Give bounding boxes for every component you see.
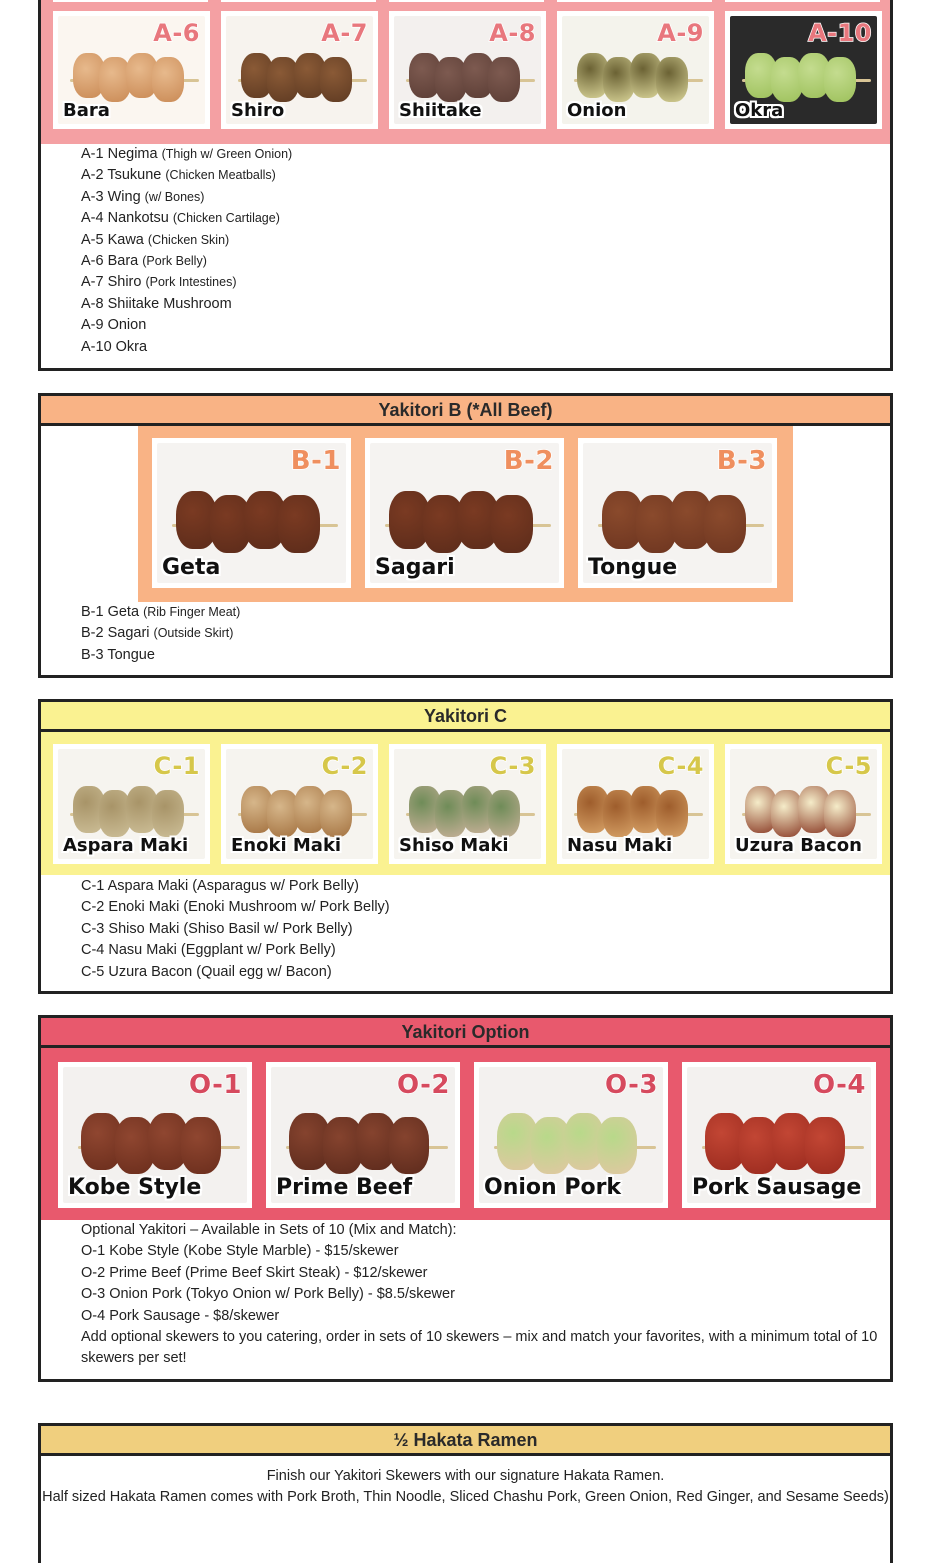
skewer-piece (597, 1117, 637, 1174)
item-code: A-8 (489, 19, 536, 47)
list-item (81, 165, 292, 186)
list-item: Optional Yakitori – Available in Sets of 10 (Mix and Match): (81, 1222, 457, 1238)
yakitori-a-list (81, 144, 292, 358)
ramen-title: ½ Hakata Ramen (41, 1426, 890, 1456)
menu-card-c-4 (557, 744, 714, 864)
list-item (81, 294, 292, 315)
skewer-piece (824, 57, 856, 102)
list-item: O-1 Kobe Style (Kobe Style Marble) - $15/skewer (81, 1243, 399, 1260)
list-item-label: A-2 Tsukune (81, 167, 162, 184)
item-code: A-7 (321, 19, 368, 47)
item-name: Enoki Maki (231, 835, 342, 856)
list-item (81, 272, 292, 293)
skewer-piece (278, 495, 320, 554)
item-name: Shiso Maki (399, 835, 509, 856)
list-item-label: A-10 Okra (81, 338, 148, 355)
list-item-note: (Outside Skirt) (153, 626, 234, 641)
item-code: C-1 (153, 752, 200, 780)
item-name: Geta (162, 555, 221, 580)
list-item: Add optional skewers to you catering, order in sets of 10 skewers – mix and match your favorites, with a minimum total of 10 skewers per set! (81, 1329, 878, 1367)
pork-belly-skewer-icon (58, 16, 205, 124)
item-code: A-10 (808, 19, 872, 47)
list-item: C-1 Aspara Maki (Asparagus w/ Pork Belly) (81, 878, 360, 894)
list-item-note: (Pork Belly) (142, 254, 207, 269)
item-code: A-6 (153, 19, 200, 47)
ramen-line-2: Half sized Hakata Ramen comes with Pork Broth, Thin Noodle, Sliced Chashu Pork, Green Onion, Red Ginger, and Sesame Seeds) (42, 1489, 889, 1506)
item-name: Pork Sausage (692, 1175, 862, 1200)
menu-card-c-2 (221, 744, 378, 864)
list-item (81, 187, 292, 208)
list-item: O-4 Pork Sausage - $8/skewer (81, 1307, 280, 1324)
shiso-roll-skewer-icon (394, 749, 541, 859)
menu-card-o-1 (58, 1062, 252, 1208)
eggplant-roll-skewer-icon (562, 749, 709, 859)
item-name: Uzura Bacon (735, 835, 862, 856)
prime-beef-skewer-icon (271, 1067, 455, 1203)
item-name: Tongue (588, 555, 678, 580)
menu-card-c-5 (725, 744, 882, 864)
menu-card-o-2 (266, 1062, 460, 1208)
menu-card-a-7 (221, 11, 378, 129)
item-code: O-4 (813, 1070, 866, 1100)
skewer-piece (152, 57, 184, 102)
list-item (81, 315, 292, 336)
item-code: B-2 (503, 446, 554, 476)
menu-card-c-1 (53, 744, 210, 864)
skewer-piece (805, 1117, 845, 1174)
shiitake-skewer-icon (394, 16, 541, 124)
list-item: C-2 Enoki Maki (Enoki Mushroom w/ Pork Belly) (81, 899, 390, 916)
list-item-label: A-4 Nankotsu (81, 210, 169, 227)
onion-pork-skewer-icon (479, 1067, 663, 1203)
list-item (81, 623, 240, 644)
ramen-description (41, 1466, 890, 1509)
list-item-note: (Chicken Meatballs) (165, 168, 276, 183)
menu-card-b-1 (152, 438, 351, 588)
skewer-piece (320, 790, 352, 836)
item-code: O-1 (189, 1070, 242, 1100)
list-item-label: B-1 Geta (81, 604, 140, 620)
item-code: C-2 (321, 752, 368, 780)
list-item-label: A-7 Shiro (81, 274, 142, 291)
list-item (81, 337, 292, 358)
skewer-piece (656, 57, 688, 102)
list-item (81, 144, 292, 165)
list-item-label: B-2 Sagari (81, 625, 150, 642)
item-name: Prime Beef (276, 1175, 413, 1200)
list-item-label: A-3 Wing (81, 188, 141, 205)
quail-egg-bacon-skewer-icon (730, 749, 877, 859)
menu-card-c-3 (389, 744, 546, 864)
list-item: C-5 Uzura Bacon (Quail egg w/ Bacon) (81, 963, 332, 980)
beef-skewer-icon (370, 443, 559, 583)
item-name: Nasu Maki (567, 835, 673, 856)
item-name: Sagari (375, 555, 455, 580)
list-item-note: (Chicken Cartilage) (172, 211, 280, 226)
yakitori-option-title: Yakitori Option (41, 1018, 890, 1048)
item-name: Aspara Maki (63, 835, 189, 856)
list-item-label: A-9 Onion (81, 317, 147, 334)
item-code: O-3 (605, 1070, 658, 1100)
menu-card-o-3 (474, 1062, 668, 1208)
list-item-note: (Chicken Skin) (147, 232, 230, 247)
list-item: C-4 Nasu Maki (Eggplant w/ Pork Belly) (81, 942, 336, 959)
item-name: Kobe Style (68, 1175, 202, 1200)
skewer-piece (704, 495, 746, 554)
yakitori-a-section (38, 0, 893, 371)
sausage-skewer-icon (687, 1067, 871, 1203)
menu-card-b-2 (365, 438, 564, 588)
skewer-piece (389, 1117, 429, 1174)
menu-card-a-8 (389, 11, 546, 129)
skewer-piece (320, 57, 352, 102)
item-code: B-1 (290, 446, 341, 476)
item-code: C-3 (489, 752, 536, 780)
kobe-beef-skewer-icon (63, 1067, 247, 1203)
list-item (81, 230, 292, 251)
skewer-piece (491, 495, 533, 554)
enoki-roll-skewer-icon (226, 749, 373, 859)
list-item-label: A-6 Bara (81, 253, 139, 270)
yakitori-b-section (38, 393, 893, 678)
menu-card-b-3 (578, 438, 777, 588)
yakitori-option-section (38, 1015, 893, 1382)
item-code: B-3 (716, 446, 767, 476)
onion-skewer-icon (562, 16, 709, 124)
skewer-piece (181, 1117, 221, 1174)
item-name: Shiro (231, 100, 285, 121)
list-item-note: (Rib Finger Meat) (143, 605, 241, 619)
pork-intestine-skewer-icon (226, 16, 373, 124)
item-code: A-9 (657, 19, 704, 47)
yakitori-c-list (81, 876, 390, 983)
item-code: C-5 (825, 752, 872, 780)
yakitori-b-title: Yakitori B (*All Beef) (41, 396, 890, 426)
list-item: C-3 Shiso Maki (Shiso Basil w/ Pork Belly) (81, 920, 353, 937)
item-name: Onion (567, 100, 627, 121)
list-item (81, 208, 292, 229)
item-code: C-4 (657, 752, 704, 780)
beef-skewer-icon (157, 443, 346, 583)
skewer-piece (824, 790, 856, 836)
list-item-note: (Thigh w/ Green Onion) (161, 147, 293, 161)
skewer-piece (656, 790, 688, 836)
list-item-label: A-5 Kawa (81, 231, 144, 248)
item-name: Shiitake (399, 100, 482, 121)
menu-card-a-9 (557, 11, 714, 129)
skewer-piece (152, 790, 184, 836)
list-item: O-2 Prime Beef (Prime Beef Skirt Steak) - $12/skewer (81, 1264, 428, 1281)
menu-card-a-10 (725, 11, 882, 129)
list-item-label: A-1 Negima (81, 146, 158, 162)
list-item (81, 251, 292, 272)
item-code: O-2 (397, 1070, 450, 1100)
item-name: Bara (63, 100, 110, 121)
list-item-label: B-3 Tongue (81, 646, 155, 663)
beef-tongue-skewer-icon (583, 443, 772, 583)
okra-skewer-icon (730, 16, 877, 124)
list-item-note: (Pork Intestines) (145, 275, 237, 290)
menu-card-o-4 (682, 1062, 876, 1208)
ramen-line-1: Finish our Yakitori Skewers with our signature Hakata Ramen. (266, 1468, 665, 1484)
item-name: Okra (735, 100, 784, 121)
menu-card-a-6 (53, 11, 210, 129)
skewer-piece (488, 790, 520, 836)
item-name: Onion Pork (484, 1175, 622, 1200)
list-item (81, 645, 240, 666)
asparagus-roll-skewer-icon (58, 749, 205, 859)
list-item-label: A-8 Shiitake Mushroom (81, 295, 232, 312)
skewer-piece (488, 57, 520, 102)
list-item (81, 602, 240, 623)
yakitori-c-title: Yakitori C (41, 702, 890, 732)
list-item-note: (w/ Bones) (144, 189, 205, 204)
list-item: O-3 Onion Pork (Tokyo Onion w/ Pork Belly) - $8.5/skewer (81, 1286, 455, 1303)
yakitori-c-section (38, 699, 893, 994)
ramen-section (38, 1423, 893, 1563)
yakitori-b-list (81, 602, 240, 666)
yakitori-option-list (81, 1220, 889, 1370)
